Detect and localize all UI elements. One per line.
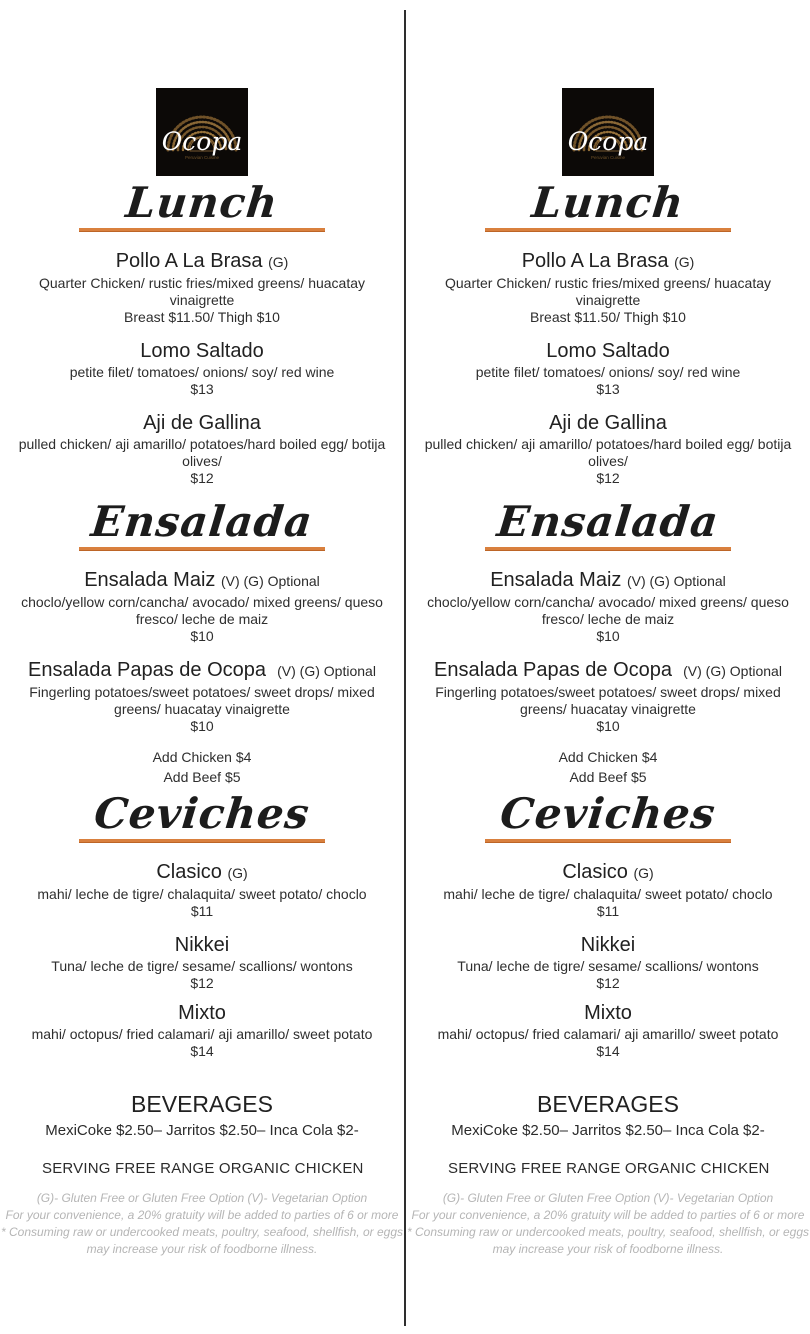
menu-item-nikkei [406, 932, 810, 992]
item-tags: (G) [674, 254, 695, 270]
item-description: Quarter Chicken/ rustic fries/mixed greens/ huacatay vinaigrette [444, 275, 772, 308]
restaurant-logo [0, 88, 404, 176]
item-description: Tuna/ leche de tigre/ sesame/ scallions/ wontons [457, 958, 759, 974]
item-name: Nikkei [580, 934, 636, 956]
item-description: mahi/ leche de tigre/ chalaquita/ sweet potato/ choclo [37, 886, 367, 902]
item-price: $12 [596, 470, 620, 486]
menu-item-lomo-saltado [406, 338, 810, 398]
logo-tagline: Peruvian Cuisine [184, 155, 220, 160]
logo-tagline: Peruvian Cuisine [590, 155, 626, 160]
menu-item-pollo-a-la-brasa [406, 248, 810, 326]
serving-note: SERVING FREE RANGE ORGANIC CHICKEN [448, 1160, 770, 1177]
item-name: Nikkei [174, 934, 230, 956]
item-name: Lomo Saltado [546, 340, 670, 362]
item-description: mahi/ octopus/ fried calamari/ aji amarillo/ sweet potato [31, 1026, 373, 1042]
item-tags: (G) [268, 254, 289, 270]
item-name: Mixto [584, 1002, 632, 1024]
item-price: Breast $11.50/ Thigh $10 [530, 309, 686, 325]
section-rule [79, 228, 325, 232]
item-tags: (V) (G) Optional [683, 663, 782, 679]
item-description: choclo/yellow corn/cancha/ avocado/ mixed greens/ queso fresco/ leche de maiz [21, 594, 383, 627]
section-heading-ensalada: Ensalada [494, 497, 722, 546]
item-price: $10 [190, 628, 214, 644]
item-price: $10 [596, 718, 620, 734]
menu-item-lomo-saltado [0, 338, 404, 398]
menu-item-nikkei [0, 932, 404, 992]
section-heading-ceviches: Ceviches [91, 789, 313, 838]
item-price: $14 [596, 1043, 620, 1059]
footnote-dietary-legend: (G)- Gluten Free or Gluten Free Option (V)- Vegetarian Option [36, 1191, 368, 1205]
footnote-raw-warning: * Consuming raw or undercooked meats, poultry, seafood, shellfish, or eggs [1, 1225, 403, 1239]
logo-wordmark: Ocopa [161, 127, 243, 156]
footnote-gratuity: For your convenience, a 20% gratuity will be added to parties of 6 or more [5, 1208, 399, 1222]
ocopa-logo-icon [562, 88, 654, 176]
item-name: Pollo A La Brasa [521, 250, 669, 272]
item-description: petite filet/ tomatoes/ onions/ soy/ red wine [475, 364, 741, 380]
salad-addons [0, 747, 404, 787]
footnote-raw-warning-cont: may increase your risk of foodborne illness. [492, 1242, 724, 1256]
addon-chicken: Add Chicken $4 [558, 749, 658, 765]
section-heading-ceviches: Ceviches [497, 789, 719, 838]
item-price: $12 [190, 975, 214, 991]
menu-footnotes [0, 1190, 404, 1258]
item-tags: (G) [227, 865, 248, 881]
section-rule [79, 547, 325, 551]
menu-item-clasico [406, 859, 810, 920]
item-name: Clasico [562, 861, 628, 883]
item-price: $10 [190, 718, 214, 734]
item-name: Aji de Gallina [549, 412, 667, 434]
addon-beef: Add Beef $5 [569, 769, 647, 785]
item-description: Tuna/ leche de tigre/ sesame/ scallions/ wontons [51, 958, 353, 974]
section-heading-ensalada: Ensalada [88, 497, 316, 546]
item-name: Lomo Saltado [140, 340, 264, 362]
footnote-raw-warning-cont: may increase your risk of foodborne illness. [86, 1242, 318, 1256]
addon-chicken: Add Chicken $4 [152, 749, 252, 765]
item-name: Clasico [156, 861, 222, 883]
item-name: Ensalada Maiz [490, 569, 622, 591]
item-name: Pollo A La Brasa [115, 250, 263, 272]
item-price: $10 [596, 628, 620, 644]
item-name: Mixto [178, 1002, 226, 1024]
item-price: Breast $11.50/ Thigh $10 [124, 309, 280, 325]
item-price: $11 [596, 903, 620, 919]
ocopa-logo-icon [156, 88, 248, 176]
menu-column-left [0, 0, 404, 1334]
menu-item-ensalada-maiz [406, 567, 810, 645]
serving-note: SERVING FREE RANGE ORGANIC CHICKEN [42, 1160, 364, 1177]
item-name: Aji de Gallina [143, 412, 261, 434]
item-name: Ensalada Maiz [84, 569, 216, 591]
section-rule [485, 839, 731, 843]
item-description: Quarter Chicken/ rustic fries/mixed greens/ huacatay vinaigrette [38, 275, 366, 308]
section-heading-lunch: Lunch [123, 178, 281, 227]
item-tags: (V) (G) Optional [277, 663, 376, 679]
item-price: $11 [190, 903, 214, 919]
footnote-gratuity: For your convenience, a 20% gratuity will be added to parties of 6 or more [411, 1208, 805, 1222]
menu-item-ensalada-maiz [0, 567, 404, 645]
item-tags: (G) [633, 865, 654, 881]
item-price: $12 [596, 975, 620, 991]
restaurant-logo [406, 88, 810, 176]
footnote-raw-warning: * Consuming raw or undercooked meats, poultry, seafood, shellfish, or eggs [407, 1225, 809, 1239]
item-description: Fingerling potatoes/sweet potatoes/ sweet drops/ mixed greens/ huacatay vinaigrette [29, 684, 375, 717]
beverages-heading: BEVERAGES [131, 1091, 273, 1117]
item-tags: (V) (G) Optional [626, 573, 726, 589]
section-rule [485, 228, 731, 232]
addon-beef: Add Beef $5 [163, 769, 241, 785]
section-heading-lunch: Lunch [529, 178, 687, 227]
beverages-list: MexiCoke $2.50– Jarritos $2.50– Inca Cola $2- [45, 1122, 359, 1139]
menu-column-right [406, 0, 810, 1334]
menu-item-ensalada-papas [406, 657, 810, 735]
item-name: Ensalada Papas de Ocopa [28, 659, 266, 681]
item-description: petite filet/ tomatoes/ onions/ soy/ red wine [69, 364, 335, 380]
item-description: mahi/ octopus/ fried calamari/ aji amarillo/ sweet potato [437, 1026, 779, 1042]
item-price: $13 [596, 381, 620, 397]
menu-item-aji-de-gallina [406, 410, 810, 487]
menu-footnotes [406, 1190, 810, 1258]
item-price: $14 [190, 1043, 214, 1059]
item-tags: (V) (G) Optional [220, 573, 320, 589]
logo-wordmark: Ocopa [567, 127, 649, 156]
item-description: mahi/ leche de tigre/ chalaquita/ sweet potato/ choclo [443, 886, 773, 902]
menu-item-ensalada-papas [0, 657, 404, 735]
beverages-list: MexiCoke $2.50– Jarritos $2.50– Inca Cola $2- [451, 1122, 765, 1139]
salad-addons [406, 747, 810, 787]
item-name: Ensalada Papas de Ocopa [434, 659, 672, 681]
menu-item-mixto [0, 1000, 404, 1060]
item-description: choclo/yellow corn/cancha/ avocado/ mixed greens/ queso fresco/ leche de maiz [427, 594, 789, 627]
section-rule [79, 839, 325, 843]
footnote-dietary-legend: (G)- Gluten Free or Gluten Free Option (V)- Vegetarian Option [442, 1191, 774, 1205]
item-description: Fingerling potatoes/sweet potatoes/ sweet drops/ mixed greens/ huacatay vinaigrette [435, 684, 781, 717]
item-description: pulled chicken/ aji amarillo/ potatoes/hard boiled egg/ botija olives/ [424, 436, 792, 469]
item-description: pulled chicken/ aji amarillo/ potatoes/hard boiled egg/ botija olives/ [18, 436, 386, 469]
menu-item-pollo-a-la-brasa [0, 248, 404, 326]
item-price: $13 [190, 381, 214, 397]
section-rule [485, 547, 731, 551]
menu-item-aji-de-gallina [0, 410, 404, 487]
beverages-heading: BEVERAGES [537, 1091, 679, 1117]
item-price: $12 [190, 470, 214, 486]
menu-item-clasico [0, 859, 404, 920]
menu-item-mixto [406, 1000, 810, 1060]
